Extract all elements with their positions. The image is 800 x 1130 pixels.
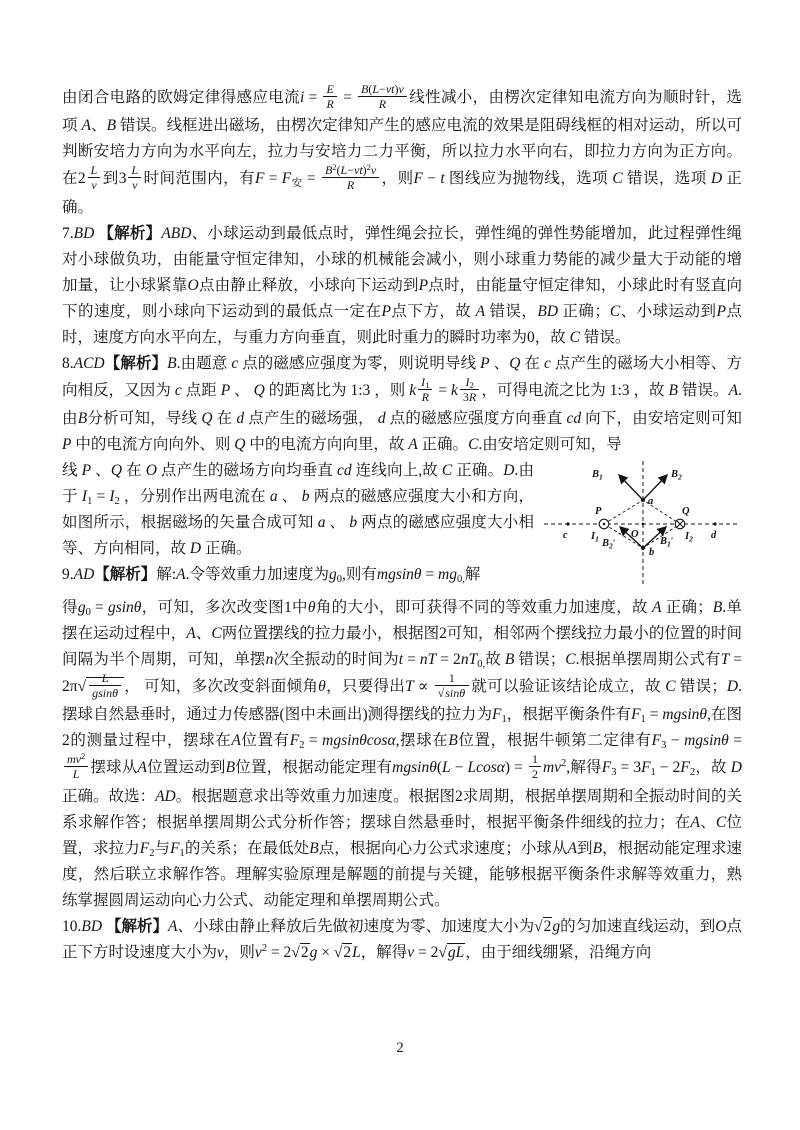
solution-q7-paragraph: 7.BD 【解析】ABD、小球运动到最低点时，弹性绳会拉长，弹性绳的弹性势能增加，此过程弹性绳对小球做负功，由能量守恒定律知，小球的机械能会减小，则小球重力势能的减少量大于动能的增加量，让小球紧靠O点由静止释放，小球向下运动到P点时，由能量守恒定律知，小球此时有竖直向下的速度，则小球向下运动到的最低点一定在P点下方，故 A 错误，BD 正确；C、小球运动到P点时，速度方向水平向左，与重力方向垂直，则此时重力的瞬时功率为0，故 C 错误。 xyxy=(62,224,742,346)
page-number: 2 xyxy=(396,1040,404,1056)
diagram-label-B1: $B_1$ xyxy=(592,468,603,482)
vector-B1-arrow xyxy=(619,475,643,500)
diagram-label-P: P xyxy=(595,505,602,517)
q8-figure-row xyxy=(62,458,742,595)
q8-wrapped-text-column xyxy=(62,458,544,588)
solution-continuation-paragraph: 由闭合电路的欧姆定律得感应电流i = $\frac{E}{R}$ = $\frac{B(L-vt)v}{R}$ 线性减小，由楞次定律知电流方向为顺时针，选项 A、B 错误。线框进出磁场，由楞次定律知产生的感应电流的效果是阻碍线框的相对运动，所以可判断安培力方向为水平向左，拉力与安培力二力平衡，所以拉力水平向右，即拉力方向为正方向。在2 $\frac{L}{v}$ 到3 $\frac{L}{v}$ 时间范围内，有$F = F_安$ = $\frac{B^2(L-vt)^2v}{R}$ ，则F − t 图线应为抛物线，选项 C 错误，选项 D 正确。 xyxy=(62,82,742,216)
wire-P-center-dot xyxy=(603,523,606,526)
magnetic-field-vector-diagram xyxy=(544,460,740,586)
diagram-label-I1: $I_1$ xyxy=(591,530,599,544)
point-O-dot xyxy=(642,523,645,526)
diagram-label-O: O xyxy=(631,528,639,540)
diagram-label-B2: $B_2$ xyxy=(671,468,682,482)
diagram-label-I2: $I_2$ xyxy=(685,530,693,544)
point-b-dot xyxy=(641,546,645,550)
vector-B2-arrow xyxy=(643,475,667,500)
diagram-label-B1-prime: $B_1'$ xyxy=(660,535,674,549)
point-c-dot xyxy=(566,522,569,525)
diagram-label-Q: Q xyxy=(682,505,690,517)
diagram-label-a: a xyxy=(648,495,654,507)
solution-q9-lead-line: 9.AD【解析】解:A.令等效重力加速度为$g_0$,则有$mgsin\theta = mg_{0,}$解 xyxy=(62,565,481,585)
solution-q8-paragraph-part1: 8.ACD【解析】B.由题意 c 点的磁感应强度为零，则说明导线 P 、Q 在 c 点产生的磁场大小相等、方向相反，又因为 c 点距 P 、 Q 的距离比为 1:3 ，则 k $\frac{I_1}{R}$ = k $\frac{I_2}{3R}$ ，可得电流之比为 1:3 ，故 B 错误。A.由B分析可知，导线 Q 在 d 点产生的磁场强， d 点的磁感应强度方向垂直 cd 向下，由安培定则可知 P 中的电流方向向外、则 Q 中的电流方向向里，故 A 正确。C.由安培定则可知，导 xyxy=(62,354,742,453)
point-a-dot xyxy=(641,498,645,502)
q8-figure xyxy=(544,458,742,595)
solution-q9-paragraph: 得$g_0 = gsin\theta$，可知，多次改变图1中θ角的大小，即可获得不同的等效重力加速度，故 A 正确；B.单摆在运动过程中，A、C两位置摆线的拉力最小，根据图2可知，相邻两个摆线拉力最小的位置的时间间隔为半个周期，可知，单摆n次全振动的时间为t = nT = $2nT_{0,}$故 B 错误；C.根据单摆周期公式有T = 2π√ $\frac{L}{gsin\theta}$ ， 可知，多次改变斜面倾角θ，只要得出T ∝ $\frac{1}{√\sin\theta}$ 就可以验证该结论成立，故 C 错误；D.摆球自然悬垂时，通过力传感器(图中未画出)测得摆线的拉力为$F_1$，根据平衡条件有$F_1 = mgsin\theta$,在图2的测量过程中，摆球在A位置有$F_2 = mgsin\theta\cos\alpha$,摆球在B位置，根据牛顿第二定律有$F_3 - mgsin\theta$ = $\frac{mv^2}{L}$ 摆球从A位置运动到B位置，根据动能定理有mgsinθ(L − Lcosα) = $\frac{1}{2}$ $mv^2$,解得$F_3 = 3F_1 - 2F_2$，故 D 正确。故选：AD。根据题意求出等效重力加速度。根据图2求周期，根据单摆周期和全振动时间的关系求解作答；根据单摆周期公式分析作答；摆球自然悬垂时，根据平衡条件细线的拉力；在A、C位置，求拉力$F_2$与$F_1$的关系；在最低处B点，根据向心力公式求速度；小球从A到B，根据动能定理求速度，然后联立求解作答。理解实验原理是解题的前提与关键，能够根据平衡条件求解等效重力，熟练掌握圆周运动向心力公式、动能定理和单摆周期公式。 xyxy=(62,598,742,909)
diagram-label-d: d xyxy=(711,529,717,541)
diagram-label-b: b xyxy=(649,546,655,558)
point-d-dot xyxy=(713,522,716,525)
diagram-label-c: c xyxy=(563,529,568,541)
solution-q8-paragraph-part2: 线 P 、Q 在 O 点产生的磁场方向均垂直 cd 连线向上,故 C 正确。D.由于 $I_1 = I_2$ ，分别作出两电流在 a 、 b 两点的磁感应强度大小和方向，如图所示，根据磁场的矢量合成可知 a 、 b 两点的磁感应强度大小相等、方向相同，故 D 正确。 xyxy=(62,461,534,557)
solution-q10-paragraph: 10.BD 【解析】A、小球由静止释放后先做初速度为零、加速度大小为√2g的匀加速直线运动，到O点正下方时设速度大小为v，则$v^2 = 2√2g \times √2L$，解得v = 2√gL，由于细线绷紧，沿绳方向 xyxy=(62,917,742,961)
diagram-label-B2-prime: $B_2'$ xyxy=(602,537,616,551)
